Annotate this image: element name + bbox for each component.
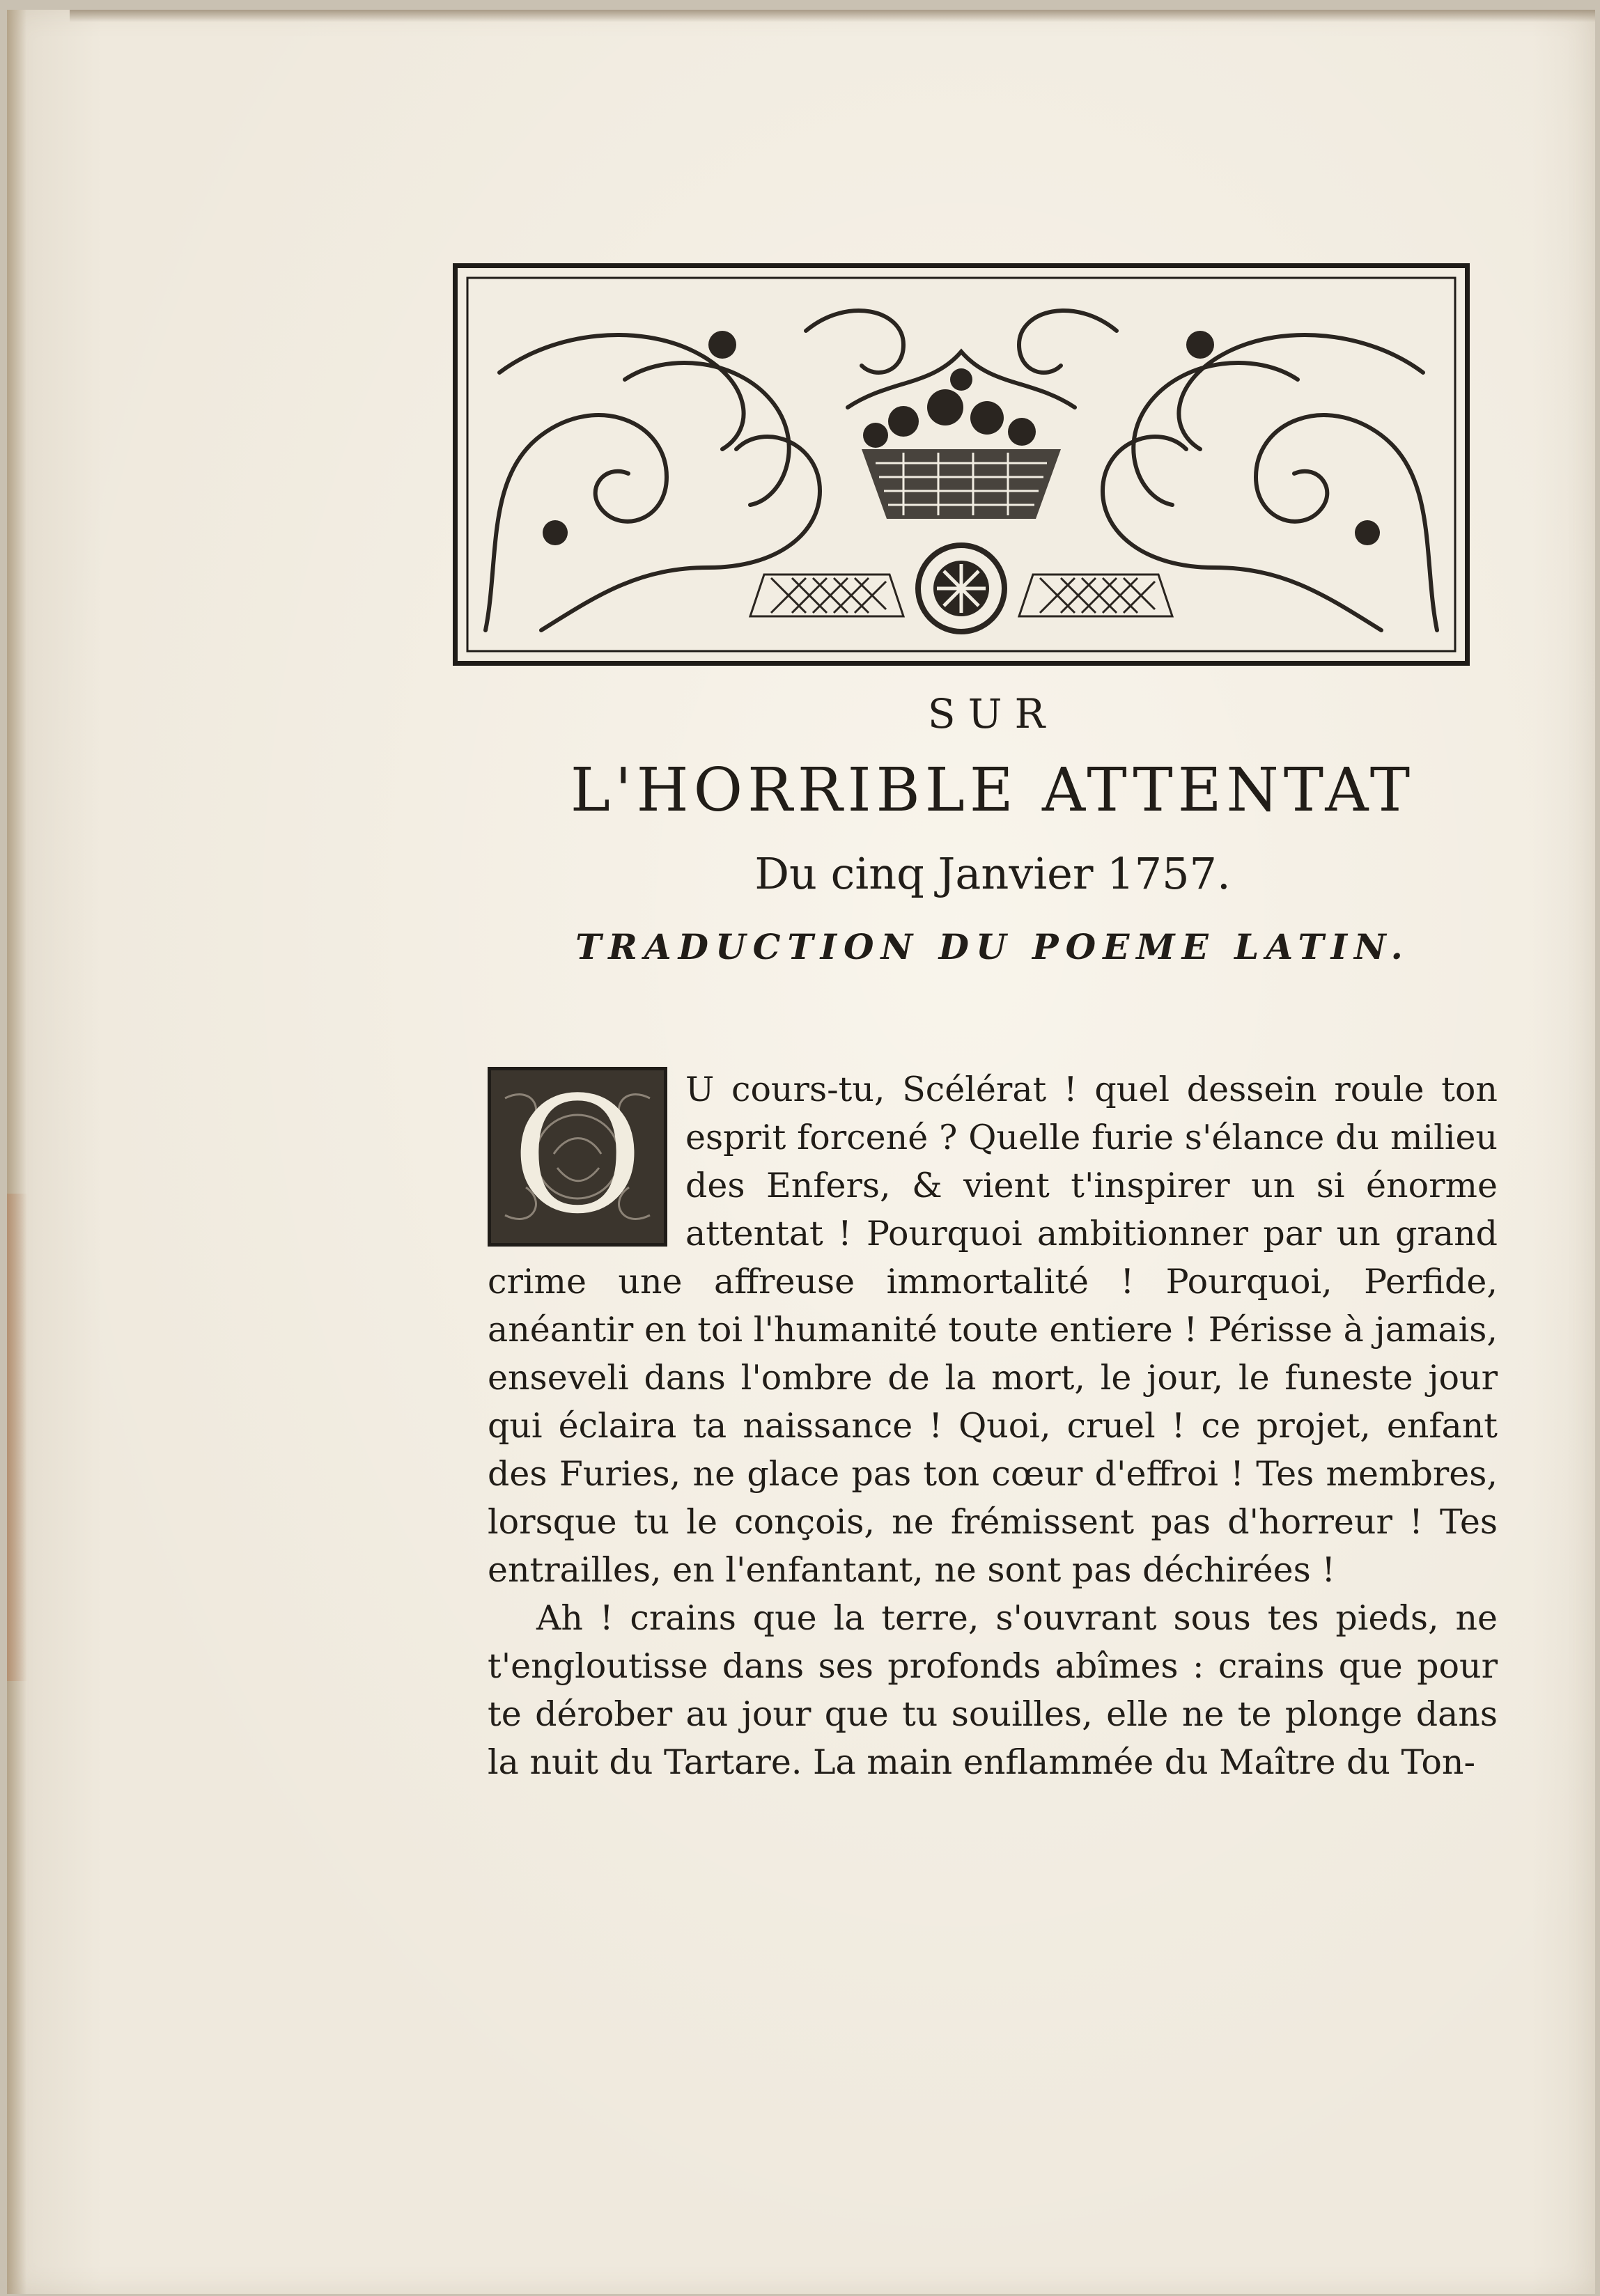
paragraph-1: U cours-tu, Scélérat ! quel dessein roule ton esprit forcené ? Quelle furie s'élance du milieu des Enfers, & vient t'inspirer un si énorme attentat ! Pourquoi ambitionner par un grand crime une affreuse immortalité ! Pourquoi, Perfide, anéantir en toi l'humanité toute entiere ! Périsse à jamais, enseveli dans l'ombre de la mort, le jour, le funeste jour qui éclaira ta naissance ! Quoi, cruel ! ce projet, enfant des Furies, ne glace pas ton cœur d'effroi ! Tes membres, lorsque tu le conçois, ne frémissent pas d'horreur ! Tes entrailles, en l'enfantant, ne sont pas déchirées ! <box>488 1070 1498 1590</box>
page-edge-stain <box>7 1194 28 1681</box>
page-edge-shadow <box>7 10 26 2294</box>
dropcap-letter: O <box>511 1063 644 1249</box>
paragraph-2: Ah ! crains que la terre, s'ouvrant sous tes pieds, ne t'engloutisse dans ses profonds abîmes : crains que pour te dérober au jour que tu souilles, elle ne te plonge dans la nuit du Tartare. La main enflammée du Maître du Ton- <box>488 1598 1498 1782</box>
heading-small: SUR <box>927 690 1058 737</box>
heading-date: Du cinq Janvier 1757. <box>754 848 1231 899</box>
title-block <box>488 682 1498 982</box>
dropcap-initial <box>488 1063 667 1249</box>
top-edge-shadow <box>70 10 1595 22</box>
ornamental-headpiece <box>453 263 1470 666</box>
body-text <box>488 1065 1498 1786</box>
headpiece-ornament-icon <box>458 268 1465 661</box>
heading-subtitle: TRADUCTION DU POEME LATIN. <box>575 926 1410 967</box>
heading-main: L'HORRIBLE ATTENTAT <box>570 756 1415 825</box>
